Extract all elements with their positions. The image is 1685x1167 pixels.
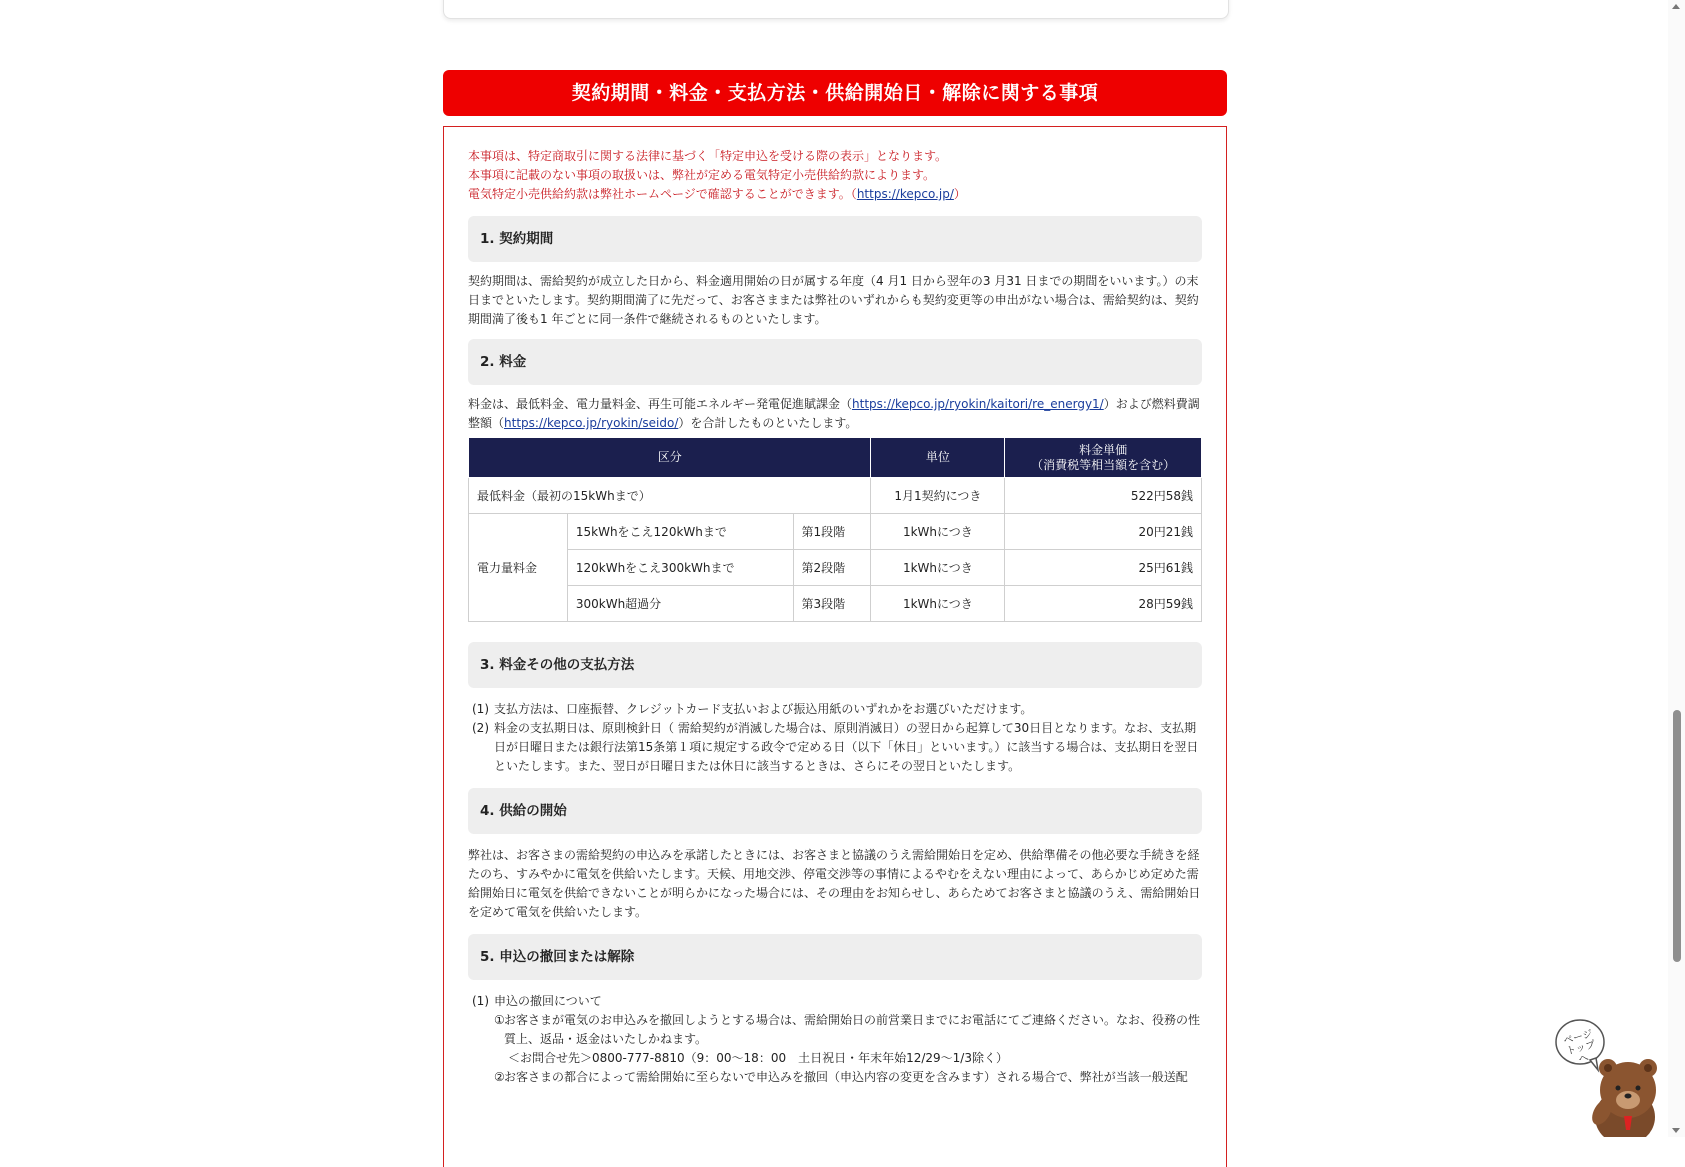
fee-text-part-3: ）を合計したものといたします。 <box>678 416 858 430</box>
tier-range: 120kWhをこえ300kWhまで <box>567 550 793 586</box>
scroll-up-arrow-icon[interactable] <box>1672 4 1680 9</box>
tier-range: 300kWh超過分 <box>567 586 793 622</box>
bear-mascot-icon <box>1550 1012 1670 1137</box>
list-item-text: 申込の撤回について <box>494 994 602 1008</box>
table-row <box>469 514 1202 550</box>
terms-panel <box>443 126 1227 1167</box>
terms-content <box>468 147 1202 1087</box>
withdrawal-list <box>468 992 1202 1011</box>
tier-range: 15kWhをこえ120kWhまで <box>567 514 793 550</box>
notice-line-3-suffix: ） <box>953 187 966 201</box>
tier-stage: 第3段階 <box>793 586 871 622</box>
header-kubun: 区分 <box>469 438 871 478</box>
fee-text-part-2: ）および燃料費調整額（ <box>468 397 1200 430</box>
notice-text <box>468 147 1202 204</box>
previous-section-card <box>443 0 1229 19</box>
section-heading-payment: 3. 料金その他の支払方法 <box>468 642 1202 688</box>
list-item <box>468 992 1202 1011</box>
sub-item-number: ② <box>494 1070 505 1084</box>
notice-line-1: 本事項は、特定商取引に関する法律に基づく「特定申込を受ける際の表示」となります。 <box>468 149 948 163</box>
re-energy-link[interactable]: https://kepco.jp/ryokin/kaitori/re_energy1/ <box>852 397 1104 411</box>
list-item-number: (1) <box>472 702 489 716</box>
sub-item <box>468 1068 1202 1087</box>
kepco-home-link[interactable]: https://kepco.jp/ <box>856 187 954 201</box>
tier-price: 25円61銭 <box>1005 550 1202 586</box>
seido-link[interactable]: https://kepco.jp/ryokin/seido/ <box>504 416 679 430</box>
fee-table-header-row <box>469 438 1202 478</box>
tier-price: 20円21銭 <box>1005 514 1202 550</box>
scroll-down-arrow-icon[interactable] <box>1672 1128 1680 1133</box>
sub-item-text: お客さまの都合によって需給開始に至らないで申込みを撤回（申込内容の変更を含みます）される場合で、弊社が当該一般送配 <box>504 1070 1188 1084</box>
page-top-label: ページトップへ <box>1562 1028 1597 1066</box>
header-price-line-2: （消費税等相当額を含む） <box>1031 457 1176 472</box>
section-heading-withdrawal: 5. 申込の撤回または解除 <box>468 934 1202 980</box>
supply-start-text: 弊社は、お客さまの需給契約の申込みを承諾したときには、お客さまと協議のうえ需給開始日を定め、供給準備その他必要な手続きを経たのち、すみやかに電気を供給いたします。天候、用地交渉、停電交渉等の事情によるやむをえない理由によって、あらかじめ定めた需給開始日に電気を供給できないことが明らかになった場合には、その理由をお知らせし、あらためてお客さまと協議のうえ、需給開始日を定めて電気を供給いたします。 <box>468 848 1201 919</box>
table-row <box>469 550 1202 586</box>
section-title-banner: 契約期間・料金・支払方法・供給開始日・解除に関する事項 <box>443 70 1227 116</box>
section-heading-fee: 2. 料金 <box>468 339 1202 385</box>
list-item-number: (2) <box>472 721 489 735</box>
list-item-number: (1) <box>472 994 489 1008</box>
contact-info: ＜お問合せ先＞0800-777-8810（9：00～18：00 土日祝日・年末年始12/29～1/3除く） <box>508 1051 1008 1065</box>
vertical-scrollbar[interactable] <box>1668 0 1685 1137</box>
min-fee-unit: 1月1契約につき <box>871 478 1005 514</box>
tier-stage: 第1段階 <box>793 514 871 550</box>
sub-item <box>468 1011 1202 1049</box>
table-row <box>469 586 1202 622</box>
min-fee-label: 最低料金（最初の15kWhまで） <box>469 478 871 514</box>
list-item <box>468 700 1202 719</box>
section-heading-supply-start: 4. 供給の開始 <box>468 788 1202 834</box>
scrollbar-thumb[interactable] <box>1673 710 1681 962</box>
notice-line-3-prefix: 電気特定小売供給約款は弊社ホームページで確認することができます。（ <box>468 187 857 201</box>
list-item <box>468 719 1202 776</box>
tier-unit: 1kWhにつき <box>871 586 1005 622</box>
tier-stage: 第2段階 <box>793 550 871 586</box>
list-item-text: 料金の支払期日は、原則検針日（ 需給契約が消滅した場合は、原則消滅日）の翌日から起算して30日目となります。なお、支払期日が日曜日または銀行法第15条第１項に規定する政令で定める日（以下「休日」といいます。）に該当する場合は、支払期日を翌日といたします。また、翌日が日曜日または休日に該当するときは、さらにその翌日といたします。 <box>494 721 1199 773</box>
sub-item-text: お客さまが電気のお申込みを撤回しようとする場合は、需給開始日の前営業日までにお電話にてご連絡ください。なお、役務の性質上、返品・返金はいたしかねます。 <box>504 1013 1201 1046</box>
fee-text-part-1: 料金は、最低料金、電力量料金、再生可能エネルギー発電促進賦課金（ <box>468 397 853 411</box>
list-item-text: 支払方法は、口座振替、クレジットカード支払いおよび振込用紙のいずれかをお選びいただけます。 <box>494 702 1033 716</box>
tier-unit: 1kWhにつき <box>871 514 1005 550</box>
energy-fee-label: 電力量料金 <box>469 514 568 622</box>
header-price <box>1005 438 1202 478</box>
contract-period-text: 契約期間は、需給契約が成立した日から、料金適用開始の日が属する年度（4 月1 日から翌年の3 月31 日までの期間をいいます。）の末日までといたします。契約期間満了に先だって、お客さままたは弊社のいずれからも契約変更等の申出がない場合は、需給契約は、契約期間満了後も1 年ごとに同一条件で継続されるものといたします。 <box>468 274 1199 326</box>
sub-item-number: ① <box>494 1013 505 1027</box>
notice-line-2: 本事項に記載のない事項の取扱いは、弊社が定める電気特定小売供給約款によります。 <box>468 168 936 182</box>
header-price-line-1: 料金単価 <box>1079 442 1128 457</box>
section-heading-contract-period: 1. 契約期間 <box>468 216 1202 262</box>
header-tani: 単位 <box>871 438 1005 478</box>
min-fee-price: 522円58銭 <box>1005 478 1202 514</box>
tier-unit: 1kWhにつき <box>871 550 1005 586</box>
fee-table <box>468 437 1202 622</box>
table-row <box>469 478 1202 514</box>
tier-price: 28円59銭 <box>1005 586 1202 622</box>
page-top-button[interactable] <box>1550 1012 1670 1137</box>
payment-list <box>468 700 1202 776</box>
fee-text <box>468 395 1202 433</box>
